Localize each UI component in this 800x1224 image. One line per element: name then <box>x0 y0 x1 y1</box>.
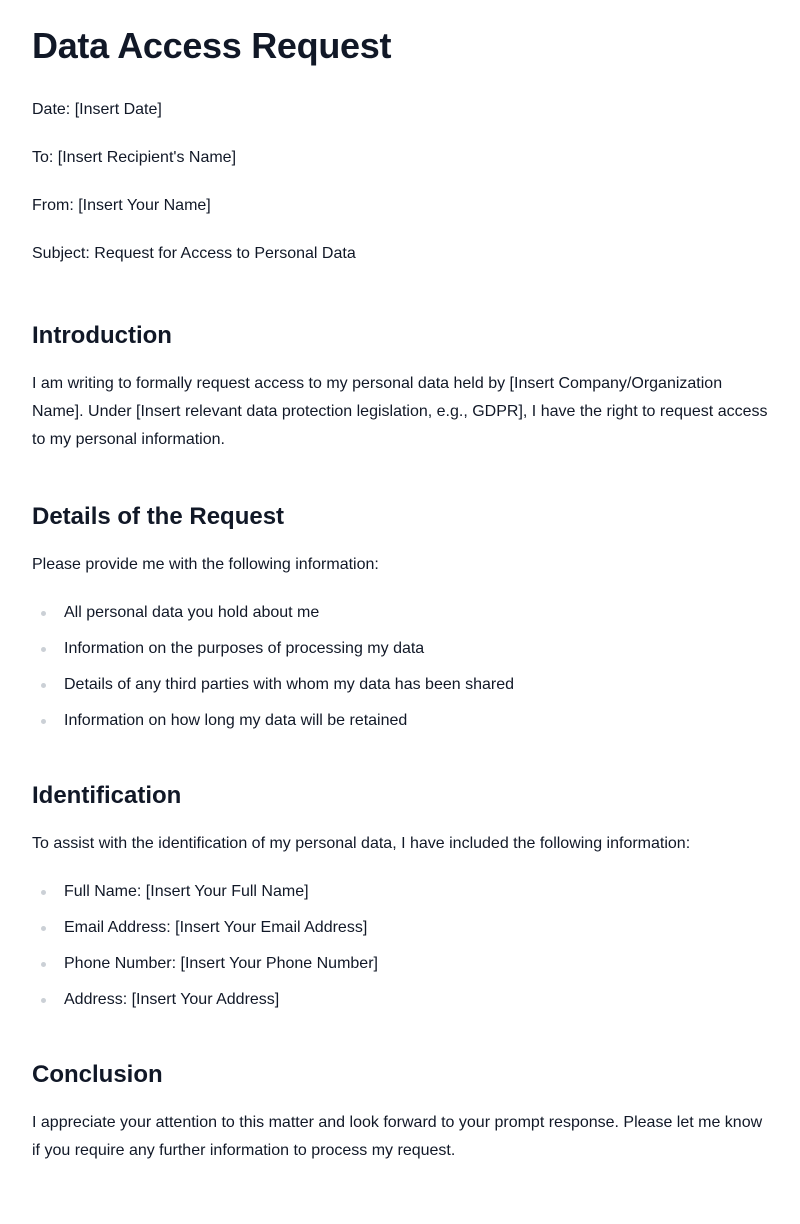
identification-section <box>32 780 768 1012</box>
list-item <box>32 880 768 904</box>
bullet-icon <box>41 611 46 616</box>
details-lead: Please provide me with the following information: <box>32 556 379 573</box>
bullet-icon <box>41 890 46 895</box>
list-item-text: Full Name: [Insert Your Full Name] <box>64 883 309 900</box>
list-item <box>32 988 768 1012</box>
subject-line: Subject: Request for Access to Personal Data <box>32 245 356 262</box>
bullet-icon <box>41 647 46 652</box>
introduction-section <box>32 320 768 454</box>
conclusion-section <box>32 1059 768 1165</box>
sender-line: From: [Insert Your Name] <box>32 197 211 214</box>
bullet-icon <box>41 926 46 931</box>
bullet-icon <box>41 962 46 967</box>
list-item-text: Information on the purposes of processing my data <box>64 640 425 657</box>
introduction-body: I am writing to formally request access to my personal data held by [Insert Company/Organization Name]. Under [Insert relevant data protection legislation, e.g., GDPR], I have the right to request access to my personal information. <box>32 375 768 448</box>
list-item-text: Address: [Insert Your Address] <box>64 991 280 1008</box>
recipient-line: To: [Insert Recipient's Name] <box>32 149 237 166</box>
identification-heading: Identification <box>32 782 182 809</box>
details-heading: Details of the Request <box>32 503 285 530</box>
list-item <box>32 916 768 940</box>
introduction-heading: Introduction <box>32 322 172 349</box>
list-item-text: Phone Number: [Insert Your Phone Number] <box>64 955 378 972</box>
list-item <box>32 637 768 661</box>
conclusion-body: I appreciate your attention to this matter and look forward to your prompt response. Please let me know if you require any further information to process my request. <box>32 1114 763 1159</box>
identification-list <box>32 880 768 1012</box>
document-page <box>0 24 800 1165</box>
list-item <box>32 673 768 697</box>
letter-header <box>32 98 768 266</box>
list-item-text: Information on how long my data will be retained <box>64 712 408 729</box>
list-item-text: Details of any third parties with whom my data has been shared <box>64 676 515 693</box>
list-item <box>32 952 768 976</box>
list-item-text: All personal data you hold about me <box>64 604 320 621</box>
details-section <box>32 501 768 733</box>
bullet-icon <box>41 998 46 1003</box>
bullet-icon <box>41 719 46 724</box>
list-item <box>32 601 768 625</box>
list-item <box>32 709 768 733</box>
date-line: Date: [Insert Date] <box>32 101 162 118</box>
list-item-text: Email Address: [Insert Your Email Address] <box>64 919 368 936</box>
conclusion-heading: Conclusion <box>32 1061 163 1088</box>
identification-lead: To assist with the identification of my personal data, I have included the following information: <box>32 835 691 852</box>
bullet-icon <box>41 683 46 688</box>
details-list <box>32 601 768 733</box>
page-title: Data Access Request <box>32 25 392 66</box>
